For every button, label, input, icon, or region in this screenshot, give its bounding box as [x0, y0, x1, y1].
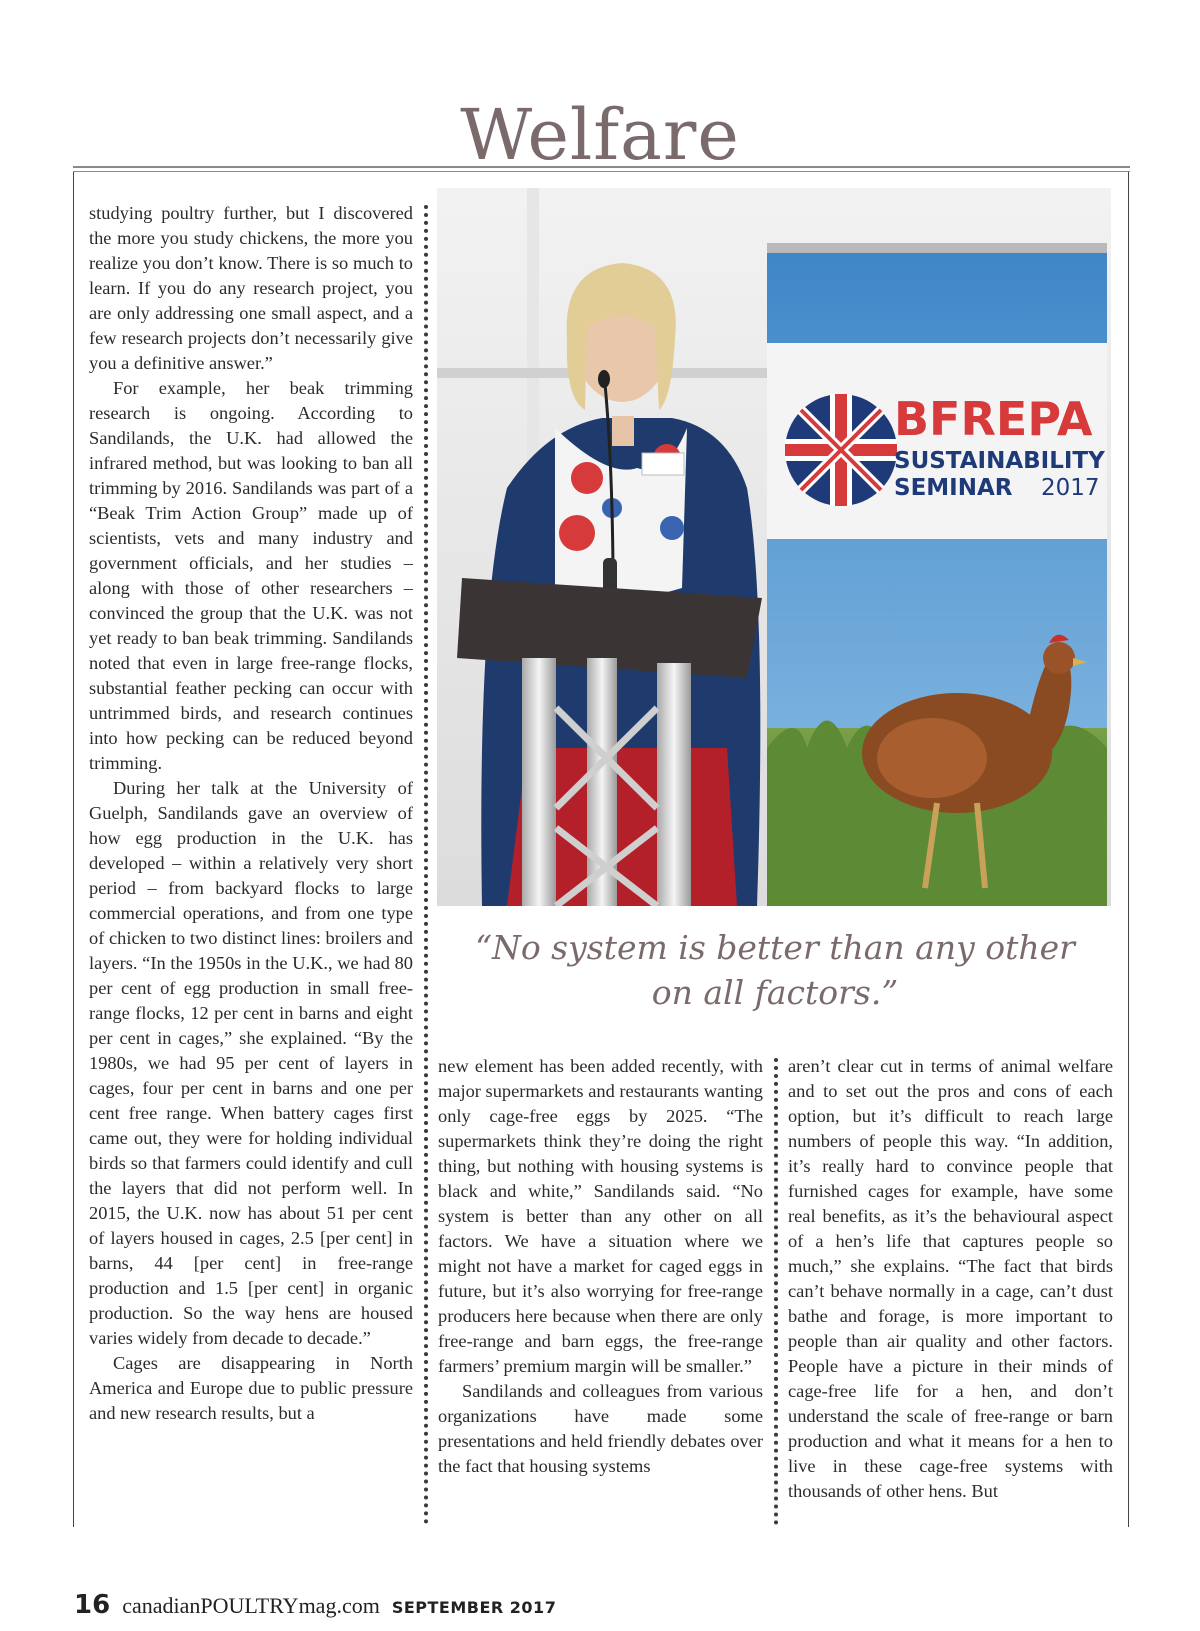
website-link[interactable]: canadianPOULTRYmag.com — [122, 1593, 380, 1618]
pull-quote — [440, 925, 1110, 1015]
column-divider — [774, 1058, 778, 1525]
paragraph: aren’t clear cut in terms of animal welfare and to set out the pros and cons of each option, but it’s difficult to reach large numbers of people this way. “In addition, it’s really hard to convince people that furnished cages for example, have some real benefits, as it’s the behavioural aspect of a hen’s life that captures people so much,” she explains. “The fact that birds can’t behave normally in a cage, can’t dust bathe and forage, is more important to people than air quality and other factors. People have a picture in their minds of cage-free life for a hen, and don’t understand the scale of free-range or barn production and what it means for a hen to live in these cage-free systems with thousands of other hens. But — [788, 1056, 1113, 1501]
banner-title: BFREPA — [894, 392, 1093, 446]
paragraph: During her talk at the University of Guelph, Sandilands gave an overview of how egg production in the U.K. has developed – within a relatively very short period – from backyard flocks to large commercial operations, and from one type of chicken to two distinct lines: broilers and layers. “In the 1950s in the U.K., we had 80 per cent of egg production in small free-range flocks, 12 per cent in barns and eight per cent in cages,” she explained. “By the 1980s, we had 95 per cent of layers in cages, four per cent in barns and one per cent free range. When battery cages first came out, they were for holding individual birds so that farmers could identify and cull the layers that did not perform well. In 2015, the U.K. now has about 51 per cent of layers housed in cages, 2.5 [per cent] in barns, 44 [per cent] in free-range production and 1.5 [per cent] in organic production. So the way hens are housed varies widely from decade to decade.” — [89, 778, 413, 1348]
pull-quote-line1: “No system is better than any other — [475, 928, 1075, 967]
pull-quote-line2: on all factors.” — [651, 973, 899, 1012]
header-rule — [73, 166, 1130, 168]
paragraph: For example, her beak trimming research is ongoing. According to Sandilands, the U.K. had allowed the infrared method, but was looking to ban all trimming by 2016. Sandilands was part of a “Beak Trim Action Group” made up of scientists, vets and many industry and government officials, and her studies – along with those of other researchers – convinced the group that the U.K. was not yet ready to ban beak trimming. Sandilands noted that even in large free-range flocks, substantial feather pecking can occur with untrimmed birds, and research continues into how pecking can be reduced beyond trimming. — [89, 378, 413, 773]
section-title: Welfare — [460, 94, 740, 176]
article-column-2 — [438, 1054, 763, 1531]
article-column-3 — [788, 1054, 1113, 1531]
union-flag-icon — [785, 394, 897, 506]
frame-left-rule — [73, 172, 74, 1527]
paragraph: new element has been added recently, with major supermarkets and restaurants wanting only cage-free eggs by 2025. “The supermarkets think they’re doing the right thing, but nothing with housing systems is black and white,” Sandilands said. “No system is better than any other on all factors. We have a situation where we might not have a market for caged eggs in future, but it’s also worrying for free-range producers here because when there are only free-range and barn eggs, the free-range farmers’ premium margin will be smaller.” — [438, 1056, 763, 1376]
article-column-1 — [89, 201, 413, 1531]
banner-line2: SEMINAR — [894, 475, 1013, 501]
page-footer — [74, 1590, 556, 1620]
page-number: 16 — [74, 1590, 111, 1620]
issue-date: SEPTEMBER 2017 — [391, 1598, 557, 1617]
column-divider — [424, 205, 428, 1525]
frame-right-rule — [1128, 172, 1129, 1527]
speaker-photo — [437, 188, 1111, 906]
paragraph: Sandilands and colleagues from various organizations have made some presentations and held friendly debates over the fact that housing systems — [438, 1381, 763, 1476]
paragraph: Cages are disappearing in North America and Europe due to public pressure and new research results, but a — [89, 1353, 413, 1423]
header-rule-thin — [73, 171, 1130, 172]
paragraph: studying poultry further, but I discovered the more you study chickens, the more you realize you don’t know. There is so much to learn. If you do any research project, you are only addressing one small aspect, and a few research projects don’t necessarily give you a definitive answer.” — [89, 203, 413, 373]
seminar-banner — [767, 243, 1107, 906]
banner-year: 2017 — [1041, 475, 1100, 501]
banner-line1: SUSTAINABILITY — [894, 448, 1105, 474]
